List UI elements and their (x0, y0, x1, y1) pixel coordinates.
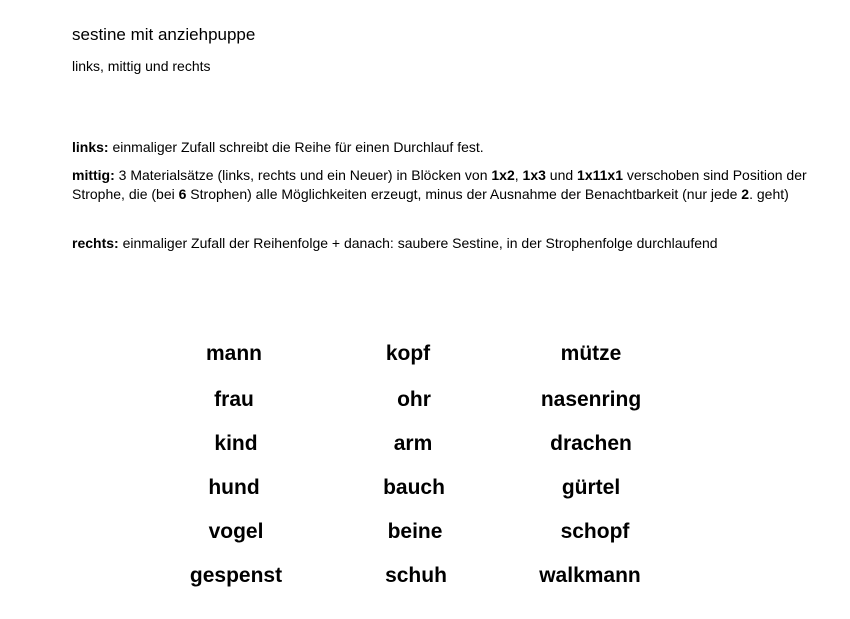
block-size-1x3: 1x3 (522, 167, 546, 183)
word-middle: ohr (397, 388, 431, 411)
block-size-1x2: 1x2 (491, 167, 515, 183)
paragraph-mittig-label: mittig: (72, 167, 115, 183)
block-size-1x11x1: 1x11x1 (577, 167, 623, 183)
word-left: kind (214, 432, 258, 455)
paragraph-links-text: einmaliger Zufall schreibt die Reihe für einen Durchlauf fest. (108, 139, 484, 155)
paragraph-links (72, 138, 812, 157)
every-nth-value: 2 (741, 186, 750, 202)
page-title: sestine mit anziehpuppe (72, 25, 256, 44)
paragraph-mittig (72, 166, 812, 204)
word-left: mann (205, 342, 263, 365)
word-middle: bauch (383, 476, 445, 499)
word-right: drachen (550, 432, 632, 455)
stanza-count: 6 (178, 186, 187, 202)
word-middle: arm (393, 432, 433, 455)
paragraph-mittig-text: 3 Materialsätze (links, rechts und ein Neuer) in Blöcken von (114, 167, 492, 183)
paragraph-mittig-text: verschoben sind Position der Strophe, die (bei (72, 167, 807, 202)
word-middle: beine (387, 520, 443, 543)
word-right: nasenring (540, 388, 642, 411)
paragraph-mittig-text: und (545, 167, 578, 183)
paragraph-mittig-text: . geht) (749, 186, 789, 202)
word-middle: kopf (385, 342, 431, 365)
word-left: vogel (208, 520, 264, 543)
page-subtitle: links, mittig und rechts (72, 58, 211, 74)
word-middle: schuh (385, 564, 447, 587)
paragraph-rechts-label: rechts: (72, 235, 119, 251)
paragraph-rechts-text: einmaliger Zufall der Reihenfolge + danach: saubere Sestine, in der Strophenfolge durchlaufend (118, 235, 718, 251)
word-left: frau (214, 388, 254, 411)
paragraph-mittig-text: Strophen) alle Möglichkeiten erzeugt, minus der Ausnahme der Benachtbarkeit (nur jede (186, 186, 742, 202)
paragraph-mittig-text: , (514, 167, 523, 183)
paragraph-rechts (72, 234, 812, 253)
word-right: schopf (560, 520, 630, 543)
paragraph-links-label: links: (72, 139, 109, 155)
word-right: gürtel (561, 476, 621, 499)
word-right: walkmann (539, 564, 641, 587)
word-left: gespenst (189, 564, 283, 587)
word-left: hund (208, 476, 260, 499)
word-right: mütze (560, 342, 622, 365)
